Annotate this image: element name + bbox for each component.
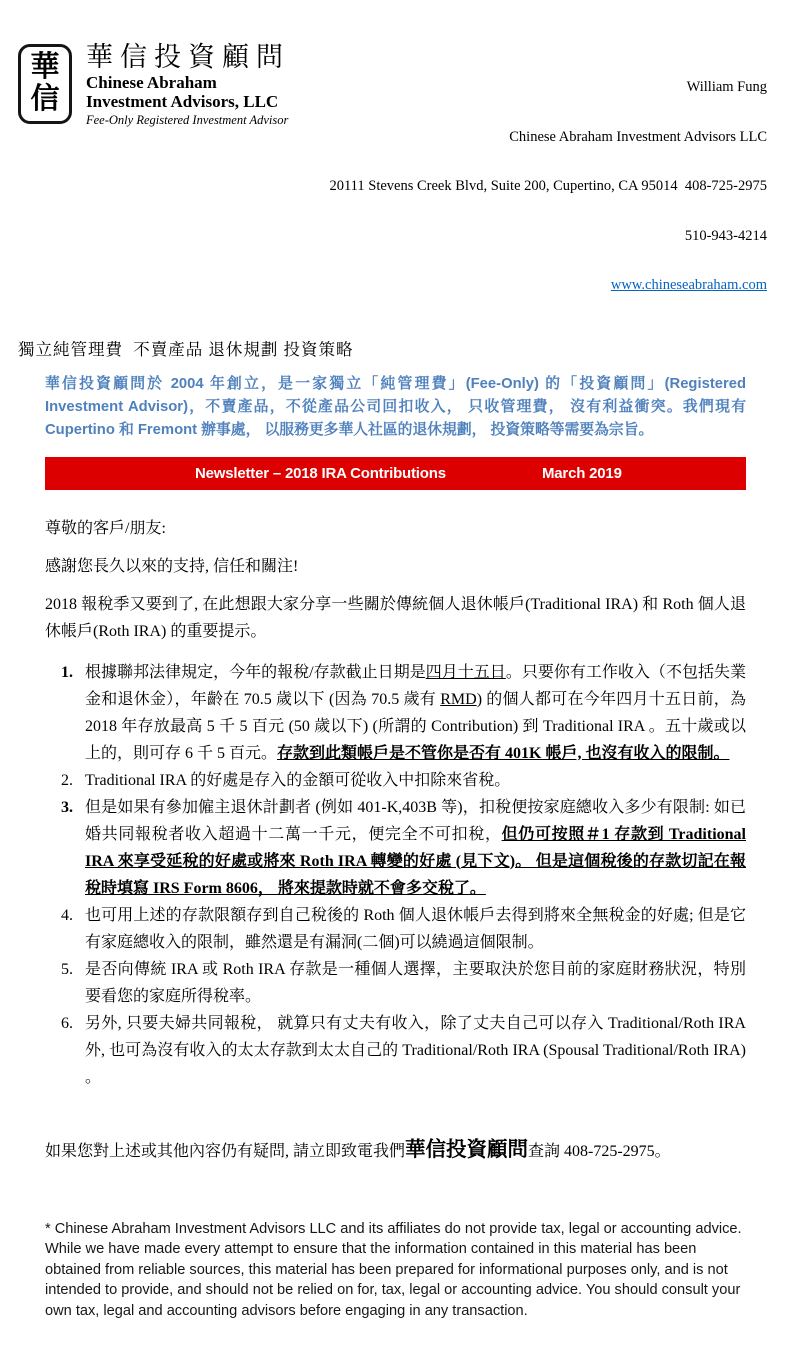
website-link[interactable]: www.chineseabraham.com <box>610 277 767 293</box>
logo-char-bottom: 信 <box>30 83 60 115</box>
list-item <box>45 767 746 794</box>
intro-paragraph: 華信投資顧問於 2004 年創立，是一家獨立「純管理費」(Fee-Only) 的「投資顧問」(Registered Investment Advisor)，不賣產品，不從產品公司回扣收入， 只收管理費， 沒有利益衝突。我們現有 Cupertino 和 Fremont 辦事處， 以服務更多華人社區的退休規劃， 投資策略等需要為宗旨。 <box>45 375 746 438</box>
contact-name: William Fung <box>686 79 767 95</box>
header <box>30 42 767 327</box>
thanks-line: 感謝您長久以來的支持, 信任和關注! <box>45 557 299 575</box>
list-item <box>45 659 746 767</box>
list-item <box>45 1010 746 1091</box>
closing-paragraph <box>45 1137 746 1165</box>
list-item <box>45 902 746 956</box>
company-name-english-line2: Investment Advisors, LLC <box>86 91 279 111</box>
list-item-text: 也可用上述的存款限額存到自己稅後的 Roth 個人退休帳戶去得到將來全無稅金的好處; 但是它有家庭總收入的限制，雖然還是有漏洞(二個)可以繞過這個限制。 <box>85 906 746 951</box>
closing-pre: 如果您對上述或其他內容仍有疑問, 請立即致電我們 <box>45 1142 406 1160</box>
lead-paragraph: 2018 報稅季又要到了, 在此想跟大家分享一些關於傳統個人退休帳戶(Traditional IRA) 和 Roth 個人退休帳戶(Roth IRA) 的重要提示。 <box>45 595 746 640</box>
contact-address: 20111 Stevens Creek Blvd, Suite 200, Cupertino, CA 95014 408-725-2975 <box>329 178 767 194</box>
banner-title: Newsletter – 2018 IRA Contributions <box>195 464 446 482</box>
list-item <box>45 956 746 1010</box>
company-name-english-line1: Chinese Abraham <box>86 72 217 92</box>
list-item-number: 5. <box>61 960 73 978</box>
newsletter-banner <box>45 457 746 490</box>
contact-block <box>329 42 767 327</box>
list-item-text: 是否向傳統 IRA 或 Roth IRA 存款是一種個人選擇，主要取決於您目前的家庭財務狀況，特別要看您的家庭所得稅率。 <box>85 960 746 1005</box>
list-item-number: 3. <box>61 798 73 816</box>
list-item-number: 2. <box>61 771 73 789</box>
company-name-chinese: 華信投資顧問 <box>86 42 290 72</box>
salutation: 尊敬的客戶/朋友: <box>45 519 166 537</box>
company-seal-logo <box>18 44 72 124</box>
list-item-number: 1. <box>61 663 73 681</box>
tagline: 獨立純管理費 不賣產品 退休規劃 投資策略 <box>18 339 354 359</box>
closing-post: 查詢 408-725-2975。 <box>528 1142 671 1160</box>
ira-list <box>45 659 746 1091</box>
contact-company: Chinese Abraham Investment Advisors LLC <box>509 128 767 145</box>
banner-date: March 2019 <box>542 464 622 482</box>
disclaimer: * Chinese Abraham Investment Advisors LLC and its affiliates do not provide tax, legal or accounting advice. While we have made every attempt to ensure that the information contained in this material has been obtained from reliable sources, this material has been prepared for informational purposes only, and is not intended to provide, and should not be relied on for, tax, legal or accounting advice. You should consult your own tax, legal and accounting advisors before engaging in any transaction. <box>45 1220 742 1319</box>
contact-phone: 510-943-4214 <box>684 227 767 244</box>
logo-char-top: 華 <box>30 51 60 84</box>
brand-names <box>86 42 290 327</box>
list-item <box>45 794 746 902</box>
body-text <box>45 515 746 1165</box>
list-item-text: 但是如果有參加僱主退休計劃者 (例如 401-K,403B 等)，扣稅便按家庭總收入多少有限制: 如已婚共同報稅者收入超過十二萬一千元，便完全不可扣稅，但仍可按照＃1 存款到 Traditional IRA 來享受延稅的好處或將來 Roth IRA 轉變的好處 (見下文)。 但是這個稅後的存款切記在報稅時填寫 IRS Form 8606， 將來提款時就不會多交稅了。 <box>85 798 746 897</box>
closing-brand-name: 華信投資顧問 <box>405 1138 529 1161</box>
list-item-number: 4. <box>61 906 73 924</box>
list-item-text: 根據聯邦法律規定，今年的報稅/存款截止日期是四月十五日。只要你有工作收入（不包括失業金和退休金），年齡在 70.5 歲以下 (因為 70.5 歲有 RMD) 的個人都可在今年四月十五日前，為 2018 年存放最高 5 千 5 百元 (50 歲以下) (所謂的 Contribution) 到 Traditional IRA 。五十歲或以上的，則可存 6 千 5 百元。存款到此類帳戶是不管你是否有 401K 帳戶, 也沒有收入的限制。 <box>85 663 746 762</box>
brand-block <box>18 42 290 327</box>
list-item-number: 6. <box>61 1014 73 1032</box>
company-subtitle: Fee-Only Registered Investment Advisor <box>86 113 289 128</box>
list-item-text: Traditional IRA 的好處是存入的金額可從收入中扣除來省稅。 <box>85 771 511 789</box>
list-item-text: 另外, 只要夫婦共同報稅， 就算只有丈夫有收入，除了丈夫自己可以存入 Traditional/Roth IRA 外, 也可為沒有收入的太太存款到太太自己的 Traditional/Roth IRA (Spousal Traditional/Roth IRA) 。 <box>85 1014 746 1086</box>
